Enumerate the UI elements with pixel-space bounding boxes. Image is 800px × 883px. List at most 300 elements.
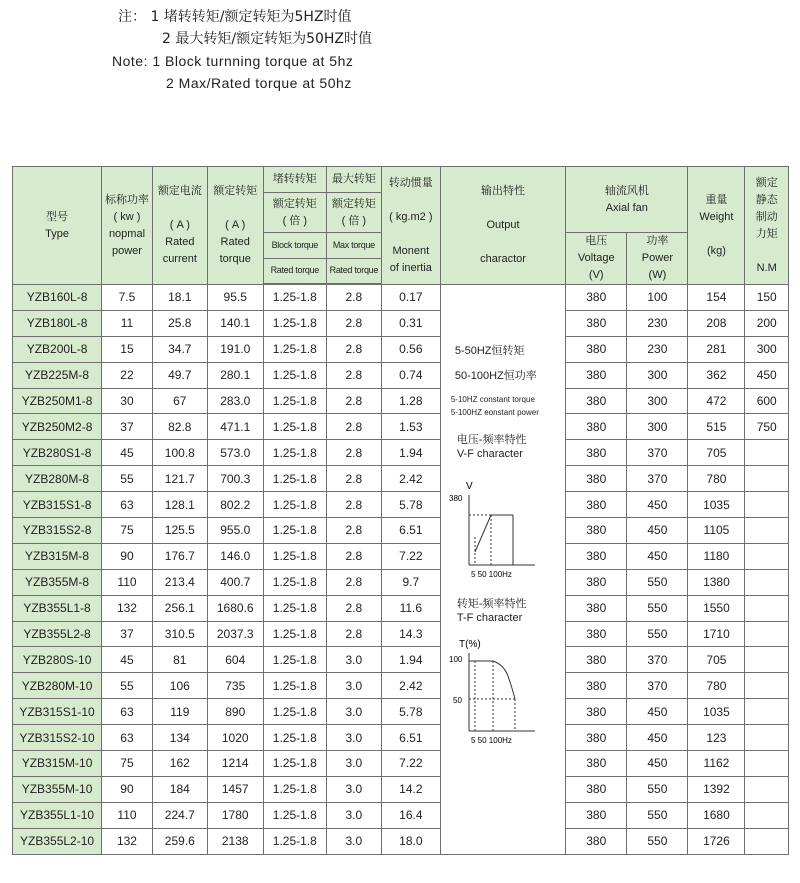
cell-torque: 1214 xyxy=(207,751,263,777)
cell-block: 1.25-1.8 xyxy=(263,569,326,595)
cell-max: 2.8 xyxy=(326,285,381,311)
cell-current: 256.1 xyxy=(152,595,207,621)
cell-current: 81 xyxy=(152,647,207,673)
cell-current: 310.5 xyxy=(152,621,207,647)
cell-model: YZB280S1-8 xyxy=(13,440,102,466)
cell-voltage: 380 xyxy=(566,492,627,518)
cell-block: 1.25-1.8 xyxy=(263,310,326,336)
cell-max: 2.8 xyxy=(326,414,381,440)
cell-max: 2.8 xyxy=(326,595,381,621)
cell-brake xyxy=(745,492,789,518)
cell-current: 119 xyxy=(152,699,207,725)
cell-block: 1.25-1.8 xyxy=(263,699,326,725)
header-fan-power: 功率 Power (W) xyxy=(627,233,688,285)
cell-weight: 780 xyxy=(688,466,745,492)
cell-voltage: 380 xyxy=(566,336,627,362)
cell-power: 110 xyxy=(102,802,153,828)
note-en-2: 2 Max/Rated torque at 50hz xyxy=(166,75,352,91)
note-cn-1: 注： 1 堵转转矩/额定转矩为5HZ时值 xyxy=(118,9,352,25)
tf-ytick-100: 100 xyxy=(448,655,463,664)
cell-power: 75 xyxy=(102,751,153,777)
header-max-ratio: 额定转矩 ( 倍 ) xyxy=(326,193,381,233)
vf-title-en: V-F character xyxy=(456,448,523,460)
cell-model: YZB315S1-8 xyxy=(13,492,102,518)
cell-max: 3.0 xyxy=(326,647,381,673)
cell-voltage: 380 xyxy=(566,776,627,802)
cell-power: 55 xyxy=(102,466,153,492)
cell-weight: 1035 xyxy=(688,699,745,725)
cell-current: 100.8 xyxy=(152,440,207,466)
cell-max: 3.0 xyxy=(326,776,381,802)
tf-title-en: T-F character xyxy=(456,612,523,624)
cell-fan-power: 550 xyxy=(627,621,688,647)
cell-block: 1.25-1.8 xyxy=(263,776,326,802)
cell-inertia: 2.42 xyxy=(381,466,440,492)
cell-brake xyxy=(745,725,789,751)
cell-fan-power: 550 xyxy=(627,595,688,621)
char-line-2: 50-100HZ恒功率 xyxy=(454,370,537,382)
table-row xyxy=(13,492,789,518)
cell-inertia: 0.74 xyxy=(381,362,440,388)
cell-torque: 280.1 xyxy=(207,362,263,388)
cell-torque: 400.7 xyxy=(207,569,263,595)
cell-block: 1.25-1.8 xyxy=(263,543,326,569)
cell-fan-power: 100 xyxy=(627,285,688,311)
cell-torque: 573.0 xyxy=(207,440,263,466)
cell-model: YZB315S1-10 xyxy=(13,699,102,725)
note-en-1: Note: 1 Block turnning torque at 5hz xyxy=(112,53,354,69)
header-max-sub: Rated torque xyxy=(326,259,381,284)
cell-fan-power: 450 xyxy=(627,699,688,725)
cell-voltage: 380 xyxy=(566,595,627,621)
cell-voltage: 380 xyxy=(566,310,627,336)
cell-power: 55 xyxy=(102,673,153,699)
cell-fan-power: 300 xyxy=(627,362,688,388)
header-block-ratio: 额定转矩 ( 倍 ) xyxy=(263,193,326,233)
cell-model: YZB280M-8 xyxy=(13,466,102,492)
cell-model: YZB355L2-10 xyxy=(13,828,102,854)
cell-power: 45 xyxy=(102,647,153,673)
cell-model: YZB250M2-8 xyxy=(13,414,102,440)
cell-fan-power: 370 xyxy=(627,647,688,673)
cell-inertia: 7.22 xyxy=(381,751,440,777)
cell-inertia: 18.0 xyxy=(381,828,440,854)
cell-fan-power: 370 xyxy=(627,440,688,466)
spec-table-body xyxy=(13,167,789,855)
cell-fan-power: 300 xyxy=(627,388,688,414)
cell-power: 45 xyxy=(102,440,153,466)
cell-current: 125.5 xyxy=(152,518,207,544)
cell-fan-power: 450 xyxy=(627,543,688,569)
cell-torque: 955.0 xyxy=(207,518,263,544)
cell-voltage: 380 xyxy=(566,647,627,673)
cell-model: YZB355M-8 xyxy=(13,569,102,595)
cell-weight: 1380 xyxy=(688,569,745,595)
cell-block: 1.25-1.8 xyxy=(263,595,326,621)
cell-brake: 200 xyxy=(745,310,789,336)
cell-weight: 1180 xyxy=(688,543,745,569)
cell-current: 213.4 xyxy=(152,569,207,595)
cell-brake xyxy=(745,466,789,492)
cell-inertia: 14.2 xyxy=(381,776,440,802)
cell-torque: 1020 xyxy=(207,725,263,751)
cell-block: 1.25-1.8 xyxy=(263,751,326,777)
header-fan: 轴流风机 Axial fan xyxy=(566,167,688,233)
cell-inertia: 16.4 xyxy=(381,802,440,828)
cell-inertia: 1.28 xyxy=(381,388,440,414)
cell-weight: 1726 xyxy=(688,828,745,854)
tf-axis-label: T(%) xyxy=(458,639,481,650)
cell-brake xyxy=(745,543,789,569)
cell-torque: 191.0 xyxy=(207,336,263,362)
cell-voltage: 380 xyxy=(566,725,627,751)
cell-model: YZB280S-10 xyxy=(13,647,102,673)
cell-weight: 472 xyxy=(688,388,745,414)
cell-brake xyxy=(745,647,789,673)
cell-weight: 1680 xyxy=(688,802,745,828)
cell-model: YZB355M-10 xyxy=(13,776,102,802)
cell-torque: 146.0 xyxy=(207,543,263,569)
cell-brake xyxy=(745,699,789,725)
cell-model: YZB315M-8 xyxy=(13,543,102,569)
cell-brake xyxy=(745,595,789,621)
table-row xyxy=(13,362,789,388)
cell-weight: 123 xyxy=(688,725,745,751)
cell-max: 2.8 xyxy=(326,543,381,569)
cell-block: 1.25-1.8 xyxy=(263,828,326,854)
cell-torque: 471.1 xyxy=(207,414,263,440)
cell-fan-power: 450 xyxy=(627,725,688,751)
cell-fan-power: 550 xyxy=(627,828,688,854)
cell-brake xyxy=(745,828,789,854)
cell-current: 176.7 xyxy=(152,543,207,569)
cell-current: 82.8 xyxy=(152,414,207,440)
cell-weight: 1550 xyxy=(688,595,745,621)
header-voltage: 电压 Voltage (V) xyxy=(566,233,627,285)
cell-block: 1.25-1.8 xyxy=(263,673,326,699)
cell-torque: 604 xyxy=(207,647,263,673)
cell-inertia: 7.22 xyxy=(381,543,440,569)
cell-weight: 705 xyxy=(688,440,745,466)
cell-voltage: 380 xyxy=(566,569,627,595)
cell-torque: 700.3 xyxy=(207,466,263,492)
output-characteristics xyxy=(441,285,565,854)
cell-max: 2.8 xyxy=(326,621,381,647)
header-block-sub: Rated torque xyxy=(263,259,326,284)
header-max-torque: 最大转矩 xyxy=(326,167,381,193)
cell-current: 259.6 xyxy=(152,828,207,854)
cell-current: 34.7 xyxy=(152,336,207,362)
cell-current: 49.7 xyxy=(152,362,207,388)
cell-voltage: 380 xyxy=(566,699,627,725)
cell-fan-power: 550 xyxy=(627,776,688,802)
cell-power: 63 xyxy=(102,699,153,725)
cell-max: 3.0 xyxy=(326,751,381,777)
cell-inertia: 14.3 xyxy=(381,621,440,647)
cell-torque: 2138 xyxy=(207,828,263,854)
cell-power: 90 xyxy=(102,543,153,569)
cell-inertia: 2.42 xyxy=(381,673,440,699)
cell-inertia: 1.94 xyxy=(381,647,440,673)
cell-inertia: 5.78 xyxy=(381,492,440,518)
cell-fan-power: 550 xyxy=(627,802,688,828)
cell-fan-power: 370 xyxy=(627,466,688,492)
note-cn-2: 2 最大转矩/额定转矩为50HZ时值 xyxy=(162,31,373,47)
cell-brake xyxy=(745,569,789,595)
cell-voltage: 380 xyxy=(566,621,627,647)
cell-torque: 802.2 xyxy=(207,492,263,518)
cell-weight: 154 xyxy=(688,285,745,311)
table-row xyxy=(13,388,789,414)
cell-power: 132 xyxy=(102,828,153,854)
cell-max: 2.8 xyxy=(326,362,381,388)
cell-power: 37 xyxy=(102,414,153,440)
header-max-en: Max torque xyxy=(326,233,381,259)
cell-max: 2.8 xyxy=(326,440,381,466)
vf-ramp xyxy=(475,515,491,552)
cell-current: 25.8 xyxy=(152,310,207,336)
cell-max: 3.0 xyxy=(326,673,381,699)
cell-block: 1.25-1.8 xyxy=(263,725,326,751)
cell-voltage: 380 xyxy=(566,285,627,311)
cell-current: 18.1 xyxy=(152,285,207,311)
header-current: 额定电流 ( A ) Rated current xyxy=(152,167,207,285)
table-row xyxy=(13,802,789,828)
cell-brake: 600 xyxy=(745,388,789,414)
cell-weight: 1392 xyxy=(688,776,745,802)
cell-model: YZB200L-8 xyxy=(13,336,102,362)
table-row xyxy=(13,725,789,751)
table-row xyxy=(13,828,789,854)
cell-block: 1.25-1.8 xyxy=(263,336,326,362)
spec-table xyxy=(12,166,789,855)
cell-model: YZB355L1-8 xyxy=(13,595,102,621)
cell-fan-power: 450 xyxy=(627,492,688,518)
header-model: 型号 Type xyxy=(13,167,102,285)
char-line-3: 5-10HZ constant torque xyxy=(450,395,535,404)
cell-weight: 1035 xyxy=(688,492,745,518)
cell-block: 1.25-1.8 xyxy=(263,621,326,647)
cell-brake: 300 xyxy=(745,336,789,362)
header-weight: 重量 Weight (kg) xyxy=(688,167,745,285)
cell-fan-power: 230 xyxy=(627,310,688,336)
cell-weight: 515 xyxy=(688,414,745,440)
cell-current: 67 xyxy=(152,388,207,414)
cell-max: 2.8 xyxy=(326,310,381,336)
cell-model: YZB315M-10 xyxy=(13,751,102,777)
cell-power: 75 xyxy=(102,518,153,544)
cell-block: 1.25-1.8 xyxy=(263,414,326,440)
cell-power: 11 xyxy=(102,310,153,336)
vf-ytick: 380 xyxy=(448,494,463,503)
cell-power: 15 xyxy=(102,336,153,362)
table-row xyxy=(13,621,789,647)
cell-weight: 780 xyxy=(688,673,745,699)
cell-brake xyxy=(745,776,789,802)
cell-voltage: 380 xyxy=(566,414,627,440)
cell-block: 1.25-1.8 xyxy=(263,518,326,544)
cell-torque: 283.0 xyxy=(207,388,263,414)
cell-power: 63 xyxy=(102,492,153,518)
cell-torque: 735 xyxy=(207,673,263,699)
cell-fan-power: 550 xyxy=(627,569,688,595)
cell-weight: 281 xyxy=(688,336,745,362)
cell-current: 134 xyxy=(152,725,207,751)
char-line-4: 5-100HZ eonstant power xyxy=(450,408,539,417)
cell-fan-power: 450 xyxy=(627,518,688,544)
cell-max: 2.8 xyxy=(326,569,381,595)
cell-current: 106 xyxy=(152,673,207,699)
cell-block: 1.25-1.8 xyxy=(263,362,326,388)
cell-power: 7.5 xyxy=(102,285,153,311)
vf-axis-label: V xyxy=(465,481,473,492)
cell-voltage: 380 xyxy=(566,362,627,388)
cell-power: 22 xyxy=(102,362,153,388)
table-row xyxy=(13,285,789,311)
cell-torque: 2037.3 xyxy=(207,621,263,647)
cell-model: YZB315S2-10 xyxy=(13,725,102,751)
table-row xyxy=(13,440,789,466)
cell-voltage: 380 xyxy=(566,802,627,828)
header-torque: 额定转矩 ( A ) Rated torque xyxy=(207,167,263,285)
table-row xyxy=(13,776,789,802)
cell-voltage: 380 xyxy=(566,518,627,544)
cell-max: 2.8 xyxy=(326,336,381,362)
cell-torque: 95.5 xyxy=(207,285,263,311)
cell-inertia: 0.56 xyxy=(381,336,440,362)
cell-max: 3.0 xyxy=(326,828,381,854)
cell-power: 90 xyxy=(102,776,153,802)
header-inertia: 转动惯量 ( kg.m2 ) Monent of inertia xyxy=(381,167,440,285)
table-row xyxy=(13,336,789,362)
header-row-1 xyxy=(13,167,789,193)
cell-max: 2.8 xyxy=(326,492,381,518)
cell-weight: 1162 xyxy=(688,751,745,777)
cell-inertia: 6.51 xyxy=(381,725,440,751)
cell-inertia: 1.94 xyxy=(381,440,440,466)
output-characteristics-cell xyxy=(440,285,565,855)
cell-block: 1.25-1.8 xyxy=(263,802,326,828)
cell-model: YZB355L2-8 xyxy=(13,621,102,647)
cell-fan-power: 370 xyxy=(627,673,688,699)
table-row xyxy=(13,647,789,673)
cell-power: 30 xyxy=(102,388,153,414)
tf-graph xyxy=(449,637,549,747)
cell-inertia: 0.17 xyxy=(381,285,440,311)
cell-brake xyxy=(745,802,789,828)
header-power: 标称功率 ( kw ) nopmal power xyxy=(102,167,153,285)
cell-block: 1.25-1.8 xyxy=(263,647,326,673)
cell-max: 2.8 xyxy=(326,466,381,492)
table-row xyxy=(13,673,789,699)
cell-brake xyxy=(745,621,789,647)
table-row xyxy=(13,595,789,621)
table-row xyxy=(13,543,789,569)
cell-torque: 1780 xyxy=(207,802,263,828)
cell-model: YZB315S2-8 xyxy=(13,518,102,544)
cell-voltage: 380 xyxy=(566,440,627,466)
cell-block: 1.25-1.8 xyxy=(263,440,326,466)
cell-inertia: 1.53 xyxy=(381,414,440,440)
table-row xyxy=(13,310,789,336)
cell-power: 63 xyxy=(102,725,153,751)
header-brake: 额定 静态 制动 力矩 N.M xyxy=(745,167,789,285)
cell-max: 3.0 xyxy=(326,699,381,725)
cell-inertia: 5.78 xyxy=(381,699,440,725)
vf-title-cn: 电压-频率特性 xyxy=(456,434,527,446)
cell-fan-power: 230 xyxy=(627,336,688,362)
header-block-torque: 堵转转矩 xyxy=(263,167,326,193)
cell-model: YZB180L-8 xyxy=(13,310,102,336)
cell-brake xyxy=(745,673,789,699)
cell-voltage: 380 xyxy=(566,388,627,414)
cell-torque: 890 xyxy=(207,699,263,725)
cell-block: 1.25-1.8 xyxy=(263,466,326,492)
cell-inertia: 9.7 xyxy=(381,569,440,595)
cell-model: YZB160L-8 xyxy=(13,285,102,311)
cell-inertia: 11.6 xyxy=(381,595,440,621)
tf-title-cn: 转矩-频率特性 xyxy=(456,598,527,610)
cell-block: 1.25-1.8 xyxy=(263,388,326,414)
cell-max: 3.0 xyxy=(326,725,381,751)
cell-current: 128.1 xyxy=(152,492,207,518)
cell-model: YZB250M1-8 xyxy=(13,388,102,414)
table-row xyxy=(13,466,789,492)
cell-inertia: 0.31 xyxy=(381,310,440,336)
tf-ytick-50: 50 xyxy=(452,696,462,705)
tf-curve xyxy=(493,661,515,699)
cell-voltage: 380 xyxy=(566,543,627,569)
cell-fan-power: 450 xyxy=(627,751,688,777)
cell-current: 121.7 xyxy=(152,466,207,492)
cell-weight: 362 xyxy=(688,362,745,388)
cell-torque: 1680.6 xyxy=(207,595,263,621)
table-row xyxy=(13,518,789,544)
header-output: 输出特性 Output charactor xyxy=(440,167,565,285)
cell-brake xyxy=(745,518,789,544)
cell-power: 37 xyxy=(102,621,153,647)
header-block-en: Block torque xyxy=(263,233,326,259)
cell-inertia: 6.51 xyxy=(381,518,440,544)
table-row xyxy=(13,569,789,595)
cell-brake: 150 xyxy=(745,285,789,311)
cell-voltage: 380 xyxy=(566,828,627,854)
vf-graph xyxy=(449,477,549,582)
cell-power: 110 xyxy=(102,569,153,595)
table-row xyxy=(13,414,789,440)
cell-model: YZB225M-8 xyxy=(13,362,102,388)
cell-torque: 140.1 xyxy=(207,310,263,336)
cell-current: 184 xyxy=(152,776,207,802)
vf-xticks: 5 50 100Hz xyxy=(470,570,512,579)
cell-torque: 1457 xyxy=(207,776,263,802)
cell-model: YZB355L1-10 xyxy=(13,802,102,828)
cell-weight: 1105 xyxy=(688,518,745,544)
cell-weight: 705 xyxy=(688,647,745,673)
char-line-1: 5-50HZ恒转矩 xyxy=(454,345,525,357)
cell-weight: 1710 xyxy=(688,621,745,647)
cell-block: 1.25-1.8 xyxy=(263,492,326,518)
table-row xyxy=(13,751,789,777)
cell-brake xyxy=(745,440,789,466)
cell-voltage: 380 xyxy=(566,673,627,699)
cell-current: 224.7 xyxy=(152,802,207,828)
cell-brake xyxy=(745,751,789,777)
tf-xticks: 5 50 100Hz xyxy=(470,736,512,745)
cell-block: 1.25-1.8 xyxy=(263,285,326,311)
cell-brake: 450 xyxy=(745,362,789,388)
notes xyxy=(112,6,373,94)
